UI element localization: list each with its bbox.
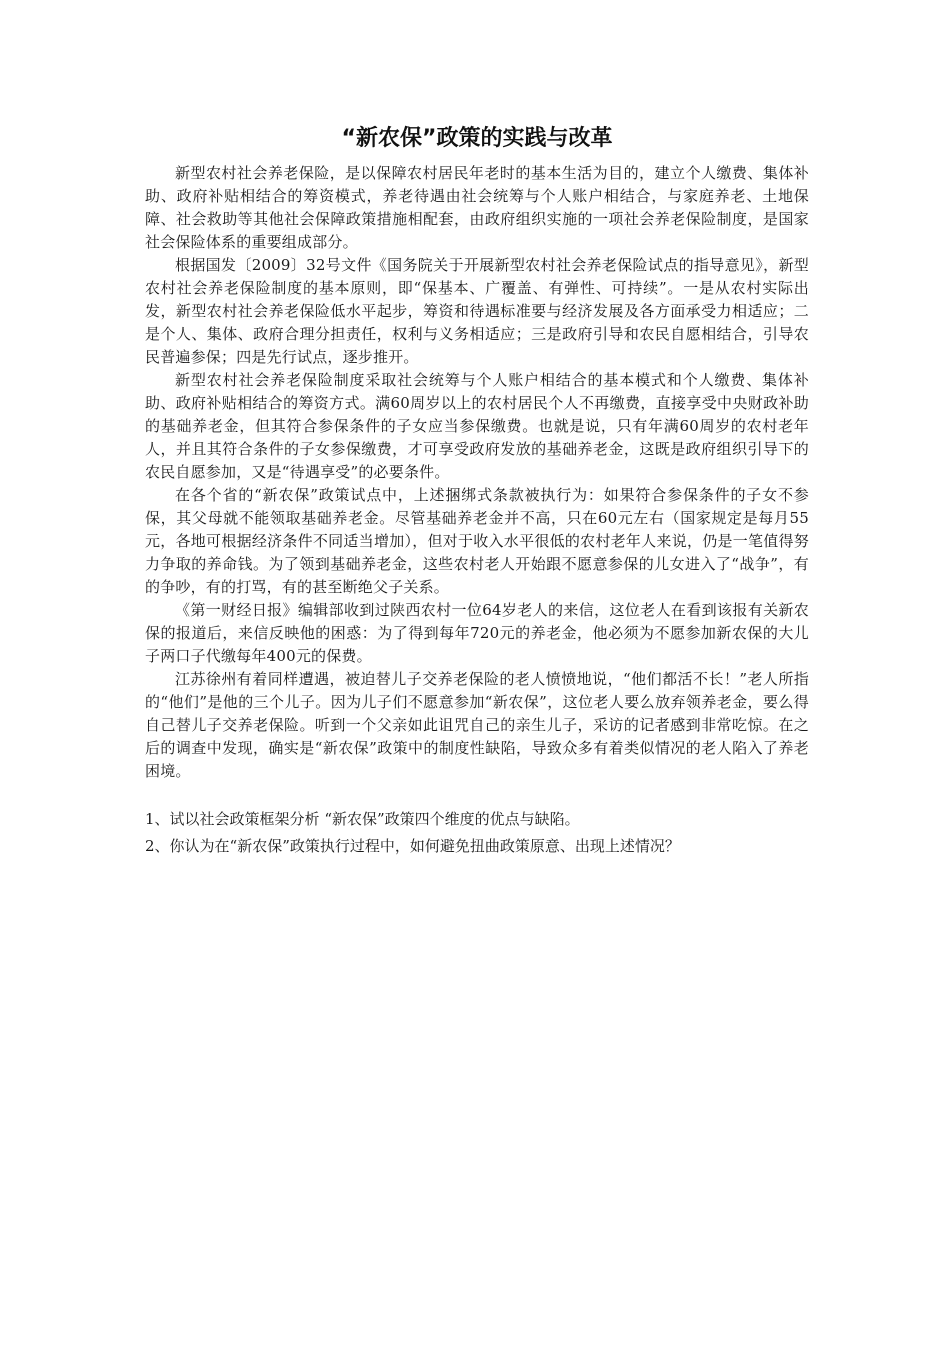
- paragraph-xuzhou-case: 江苏徐州有着同样遭遇，被迫替儿子交养老保险的老人愤愤地说，“他们都活不长！”老人所指的“他们”是他的三个儿子。因为儿子们不愿意参加“新农保”，这位老人要么放弃领养老金，要么得自己替儿子交养老保险。听到一个父亲如此诅咒自己的亲生儿子，采访的记者感到非常吃惊。在之后的调查中发现，确实是“新农保”政策中的制度性缺陷，导致众多有着类似情况的老人陷入了养老困境。: [145, 670, 809, 780]
- page-title: “新农保”政策的实践与改革: [341, 126, 613, 151]
- paragraph-newspaper-letter: 《第一财经日报》编辑部收到过陕西农村一位64岁老人的来信，这位老人在看到该报有关新农保的报道后，来信反映他的困惑：为了得到每年720元的养老金，他必须为不愿参加新农保的大儿子两口子代缴每年400元的保费。: [145, 601, 809, 665]
- question-item-2: 2、你认为在“新农保”政策执行过程中，如何避免扭曲政策原意、出现上述情况？: [145, 837, 680, 855]
- paragraph-intro: 新型农村社会养老保险，是以保障农村居民年老时的基本生活为目的，建立个人缴费、集体补助、政府补贴相结合的筹资模式，养老待遇由社会统筹与个人账户相结合，与家庭养老、土地保障、社会救助等其他社会保障政策措施相配套，由政府组织实施的一项社会养老保险制度，是国家社会保险体系的重要组成部分。: [145, 164, 809, 251]
- paragraph-funding-model: 新型农村社会养老保险制度采取社会统筹与个人账户相结合的基本模式和个人缴费、集体补助、政府补贴相结合的筹资方式。满60周岁以上的农村居民个人不再缴费，直接享受中央财政补助的基础养老金，但其符合参保条件的子女应当参保缴费。也就是说，只有年满60周岁的农村老年人，并且其符合条件的子女参保缴费，才可享受政府发放的基础养老金，这既是政府组织引导下的农民自愿参加，又是“待遇享受”的必要条件。: [145, 371, 809, 481]
- document-body: [145, 122, 809, 860]
- question-list: [145, 806, 809, 860]
- paragraph-principles: 根据国发〔2009〕32号文件《国务院关于开展新型农村社会养老保险试点的指导意见》，新型农村社会养老保险制度的基本原则，即“保基本、广覆盖、有弹性、可持续”。一是从农村实际出发，新型农村社会养老保险低水平起步，筹资和待遇标准要与经济发展及各方面承受力相适应；二是个人、集体、政府合理分担责任，权利与义务相适应；三是政府引导和农民自愿相结合，引导农民普遍参保；四是先行试点，逐步推开。: [145, 256, 809, 366]
- paragraph-pilot-implementation: 在各个省的“新农保”政策试点中，上述捆绑式条款被执行为：如果符合参保条件的子女不参保，其父母就不能领取基础养老金。尽管基础养老金并不高，只在60元左右（国家规定是每月55元，各地可根据经济条件不同适当增加），但对于收入水平很低的农村老年人来说，仍是一笔值得努力争取的养命钱。为了领到基础养老金，这些农村老人开始跟不愿意参保的儿女进入了“战争”，有的争吵，有的打骂，有的甚至断绝父子关系。: [145, 486, 809, 596]
- question-item-1: 1、试以社会政策框架分析 “新农保”政策四个维度的优点与缺陷。: [145, 810, 580, 828]
